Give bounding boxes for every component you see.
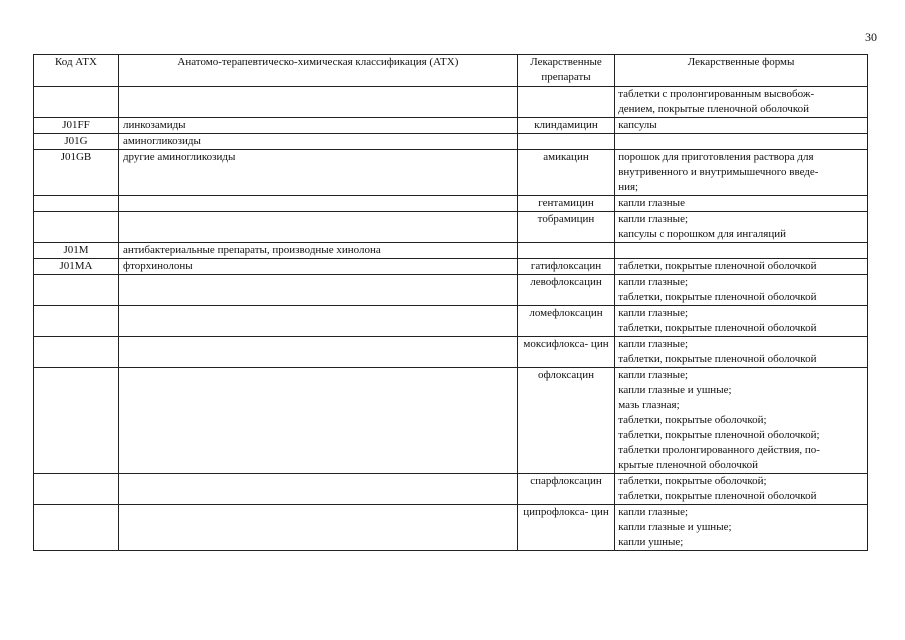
form-line: капли глазные и ушные; bbox=[618, 521, 732, 533]
classification-cell bbox=[118, 474, 517, 505]
header-drugs: Лекарственные препараты bbox=[517, 55, 614, 87]
forms-cell bbox=[615, 368, 868, 474]
drug-cell bbox=[517, 243, 614, 259]
classification-cell: антибактериальные препараты, производные хинолона bbox=[118, 243, 517, 259]
table-row bbox=[34, 243, 868, 259]
drug-cell bbox=[517, 87, 614, 118]
forms-cell bbox=[615, 259, 868, 275]
forms-cell bbox=[615, 337, 868, 368]
classification-cell bbox=[118, 368, 517, 474]
forms-cell bbox=[615, 87, 868, 118]
classification-cell bbox=[118, 275, 517, 306]
drug-cell: гатифлоксацин bbox=[517, 259, 614, 275]
drug-cell: офлоксацин bbox=[517, 368, 614, 474]
atx-code-cell: J01MA bbox=[34, 259, 119, 275]
form-line: капсулы bbox=[618, 119, 657, 131]
form-line: капли глазные; bbox=[618, 338, 689, 350]
form-line: таблетки, покрытые пленочной оболочкой bbox=[618, 322, 817, 334]
table-row bbox=[34, 337, 868, 368]
drug-cell bbox=[517, 134, 614, 150]
atx-table bbox=[33, 54, 868, 551]
form-line: дением, покрытые пленочной оболочкой bbox=[618, 103, 810, 115]
drug-cell: ципрофлокса- цин bbox=[517, 505, 614, 551]
table-row bbox=[34, 212, 868, 243]
forms-cell bbox=[615, 306, 868, 337]
classification-cell bbox=[118, 87, 517, 118]
table-row bbox=[34, 150, 868, 196]
forms-cell bbox=[615, 150, 868, 196]
table-row bbox=[34, 275, 868, 306]
table-row bbox=[34, 259, 868, 275]
form-line: внутривенного и внутримышечного введе- bbox=[618, 166, 819, 178]
table-header-row bbox=[34, 55, 868, 87]
form-line: таблетки, покрытые пленочной оболочкой bbox=[618, 260, 817, 272]
forms-cell bbox=[615, 196, 868, 212]
table-row bbox=[34, 306, 868, 337]
form-line: мазь глазная; bbox=[618, 399, 680, 411]
drug-cell: спарфлоксацин bbox=[517, 474, 614, 505]
atx-code-cell: J01M bbox=[34, 243, 119, 259]
atx-code-cell bbox=[34, 275, 119, 306]
classification-cell: линкозамиды bbox=[118, 118, 517, 134]
header-forms: Лекарственные формы bbox=[615, 55, 868, 87]
forms-cell bbox=[615, 474, 868, 505]
classification-cell: аминогликозиды bbox=[118, 134, 517, 150]
drug-cell: клиндамицин bbox=[517, 118, 614, 134]
classification-cell bbox=[118, 196, 517, 212]
atx-code-cell bbox=[34, 212, 119, 243]
table-row bbox=[34, 196, 868, 212]
classification-cell: другие аминогликозиды bbox=[118, 150, 517, 196]
form-line: капли ушные; bbox=[618, 536, 684, 548]
form-line: капли глазные; bbox=[618, 506, 689, 518]
classification-cell bbox=[118, 212, 517, 243]
form-line: таблетки, покрытые пленочной оболочкой bbox=[618, 291, 817, 303]
atx-code-cell bbox=[34, 196, 119, 212]
form-line: крытые пленочной оболочкой bbox=[618, 459, 759, 471]
form-line: таблетки, покрытые пленочной оболочкой bbox=[618, 353, 817, 365]
forms-cell bbox=[615, 118, 868, 134]
form-line: таблетки, покрытые оболочкой; bbox=[618, 475, 767, 487]
atx-code-cell bbox=[34, 368, 119, 474]
atx-code-cell bbox=[34, 474, 119, 505]
forms-cell bbox=[615, 134, 868, 150]
header-code: Код АТХ bbox=[34, 55, 119, 87]
atx-code-cell bbox=[34, 337, 119, 368]
form-line: порошок для приготовления раствора для bbox=[618, 151, 814, 163]
drug-cell: моксифлокса- цин bbox=[517, 337, 614, 368]
atx-code-cell: J01G bbox=[34, 134, 119, 150]
drug-cell: амикацин bbox=[517, 150, 614, 196]
form-line: ния; bbox=[618, 181, 639, 193]
page-number: 30 bbox=[865, 30, 877, 44]
table-row bbox=[34, 505, 868, 551]
atx-code-cell: J01GB bbox=[34, 150, 119, 196]
atx-code-cell: J01FF bbox=[34, 118, 119, 134]
form-line: капсулы с порошком для ингаляций bbox=[618, 228, 787, 240]
form-line: капли глазные; bbox=[618, 307, 689, 319]
forms-cell bbox=[615, 212, 868, 243]
form-line: капли глазные; bbox=[618, 213, 689, 225]
classification-cell bbox=[118, 337, 517, 368]
atx-code-cell bbox=[34, 306, 119, 337]
table-row bbox=[34, 474, 868, 505]
table-row bbox=[34, 368, 868, 474]
classification-cell bbox=[118, 306, 517, 337]
form-line: таблетки, покрытые пленочной оболочкой; bbox=[618, 429, 820, 441]
form-line: таблетки, покрытые оболочкой; bbox=[618, 414, 767, 426]
drug-cell: ломефлоксацин bbox=[517, 306, 614, 337]
forms-cell bbox=[615, 243, 868, 259]
form-line: капли глазные; bbox=[618, 369, 689, 381]
form-line: таблетки, покрытые пленочной оболочкой bbox=[618, 490, 817, 502]
table-row bbox=[34, 134, 868, 150]
drug-cell: гентамицин bbox=[517, 196, 614, 212]
drug-cell: левофлоксацин bbox=[517, 275, 614, 306]
drug-cell: тобрамицин bbox=[517, 212, 614, 243]
header-classification: Анатомо-терапевтическо-химическая классификация (АТХ) bbox=[118, 55, 517, 87]
table-row bbox=[34, 118, 868, 134]
forms-cell bbox=[615, 505, 868, 551]
form-line: капли глазные и ушные; bbox=[618, 384, 732, 396]
atx-code-cell bbox=[34, 505, 119, 551]
form-line: капли глазные; bbox=[618, 276, 689, 288]
forms-cell bbox=[615, 275, 868, 306]
form-line: капли глазные bbox=[618, 197, 685, 209]
form-line: таблетки пролонгированного действия, по- bbox=[618, 444, 820, 456]
form-line: таблетки с пролонгированным высвобож- bbox=[618, 88, 815, 100]
atx-code-cell bbox=[34, 87, 119, 118]
classification-cell: фторхинолоны bbox=[118, 259, 517, 275]
table-body bbox=[34, 87, 868, 551]
classification-cell bbox=[118, 505, 517, 551]
table-row bbox=[34, 87, 868, 118]
